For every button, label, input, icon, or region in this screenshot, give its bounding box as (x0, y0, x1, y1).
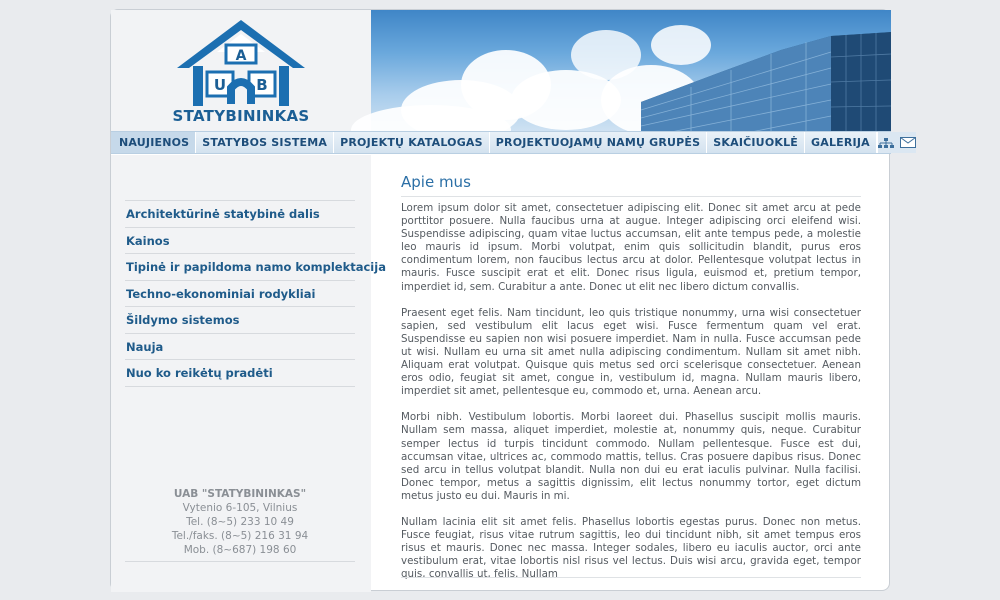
nav-item-projektu-katalogas[interactable]: PROJEKTŲ KATALOGAS (334, 132, 490, 153)
paragraph: Lorem ipsum dolor sit amet, consectetuer adipiscing elit. Donec sit amet arcu at pede porttitor posuere. Nulla faucibus urna at augue. Integer adipiscing orci eleifend wisi. Suspendisse adipiscing, quam vitae luctus accumsan, elit ante tempus pede, a molestie leo mauris id ipsum. Morbi volutpat, enim quis sollicitudin blandit, purus eros condimentum lorem, non faucibus lectus arcu at dolor. Pellentesque volutpat lectus in mauris. Fusce suscipit erat et elit. Donec risus ligula, euismod et, pretium tempor, imperdiet id, sem. Curabitur a ante. Donec ut elit nec libero dictum convallis. (401, 202, 861, 293)
logo-name: STATYBININKAS (172, 107, 310, 125)
sitemap-icon[interactable] (878, 138, 894, 148)
paragraph: Praesent eget felis. Nam tincidunt, leo quis tristique nonummy, urna wisi consectetuer sapien, sed vestibulum elit lacus eget wisi. Fusce fermentum quam vel erat. Suspendisse eu sapien non wisi posuere imperdiet. Nam in nulla. Fusce accumsan pede ut wisi. Nullam eu urna sit amet nulla adipiscing condimentum. Nullam sit amet nibh. Aliquam erat volutpat. Quisque quis metus sed orci scelerisque consectetuer. Aenean eros odio, feugiat sit amet, congue in, vestibulum id, magna. Nullam mauris libero, imperdiet sit amet, pellentesque eu, commodo et, urna. Aenean arcu. (401, 306, 861, 398)
building-illustration (631, 32, 891, 132)
sidebar-item-architekturine[interactable]: Architektūrinė statybinė dalis (125, 201, 355, 228)
paragraph: Nullam lacinia elit sit amet felis. Phasellus lobortis egestas purus. Donec non metus. Fusce feugiat, risus vitae rutrum sagittis, leo dui tincidunt nibh, sit amet tempus eros risus et mauris. Donec nec massa. Integer sodales, libero eu iaculis auctor, orci ante vestibulum erat, vitae lobortis nisl risus vel lectus. Duis wisi arcu, gravida eget, tempor quis, convallis ut, felis. Nullam (401, 515, 861, 581)
header-banner-image (371, 10, 891, 132)
sidebar-item-rodykliai[interactable]: Techno-ekonominiai rodykliai (125, 281, 355, 308)
contact-info (125, 487, 355, 562)
main-nav (111, 131, 891, 154)
logo-letter-b: B (256, 76, 268, 94)
contact-phone: Tel. (8~5) 233 10 49 (186, 516, 294, 528)
sidebar-item-sildymo-sistemos[interactable]: Šildymo sistemos (125, 307, 355, 334)
contact-address: Vytenio 6-105, Vilnius (182, 502, 298, 514)
nav-item-statybos-sistema[interactable]: STATYBOS SISTEMA (196, 132, 334, 153)
sidebar-item-nuo-ko-pradeti[interactable]: Nuo ko reikėtų pradėti (125, 360, 355, 387)
header (111, 10, 891, 132)
page-frame (110, 9, 890, 591)
nav-item-projektuojamu-namu-grupes[interactable]: PROJEKTUOJAMŲ NAMŲ GRUPĖS (490, 132, 707, 153)
nav-item-galerija[interactable]: GALERIJA (805, 132, 877, 153)
sidebar-item-nauja[interactable]: Nauja (125, 334, 355, 361)
sidebar (111, 155, 386, 592)
logo[interactable] (111, 10, 371, 132)
nav-icons (877, 132, 916, 153)
nav-item-skaiciuokle[interactable]: SKAIČIUOKLĖ (707, 132, 805, 153)
mail-icon[interactable] (900, 137, 916, 148)
page-title: Apie mus (401, 173, 861, 197)
contact-fax: Tel./faks. (8~5) 216 31 94 (171, 530, 309, 542)
article-body (401, 202, 861, 581)
logo-letter-u: U (213, 76, 227, 94)
sidebar-menu (125, 200, 386, 387)
content-divider (401, 577, 861, 578)
paragraph: Morbi nibh. Vestibulum lobortis. Morbi laoreet dui. Phasellus suscipit mollis mauris. Nullam sem massa, aliquet imperdiet, molestie at, nonummy quis, neque. Curabitur semper lectus id turpis tincidunt commodo. Nullam pellentesque. Fusce est dui, accumsan vitae, ultrices ac, commodo mattis, tellus. Cras posuere dapibus risus. Donec sed arcu in tellus volutpat blandit. Nulla non dui eu erat iaculis pulvinar. Nulla facilisi. Donec tempor, metus a sagittis dignissim, elit lectus nonummy tortor, eget dictum metus justo eu dui. Mauris in mi. (401, 411, 861, 502)
nav-item-naujienos[interactable]: NAUJIENOS (111, 132, 196, 153)
logo-letter-a: A (235, 48, 247, 64)
sidebar-item-komplektacija[interactable]: Tipinė ir papildoma namo komplektacija (125, 254, 355, 281)
sidebar-item-kainos[interactable]: Kainos (125, 228, 355, 255)
contact-mobile: Mob. (8~687) 198 60 (183, 544, 297, 556)
house-logo-icon (171, 16, 311, 106)
contact-company: UAB "STATYBININKAS" (173, 488, 307, 500)
main-content (371, 155, 891, 592)
